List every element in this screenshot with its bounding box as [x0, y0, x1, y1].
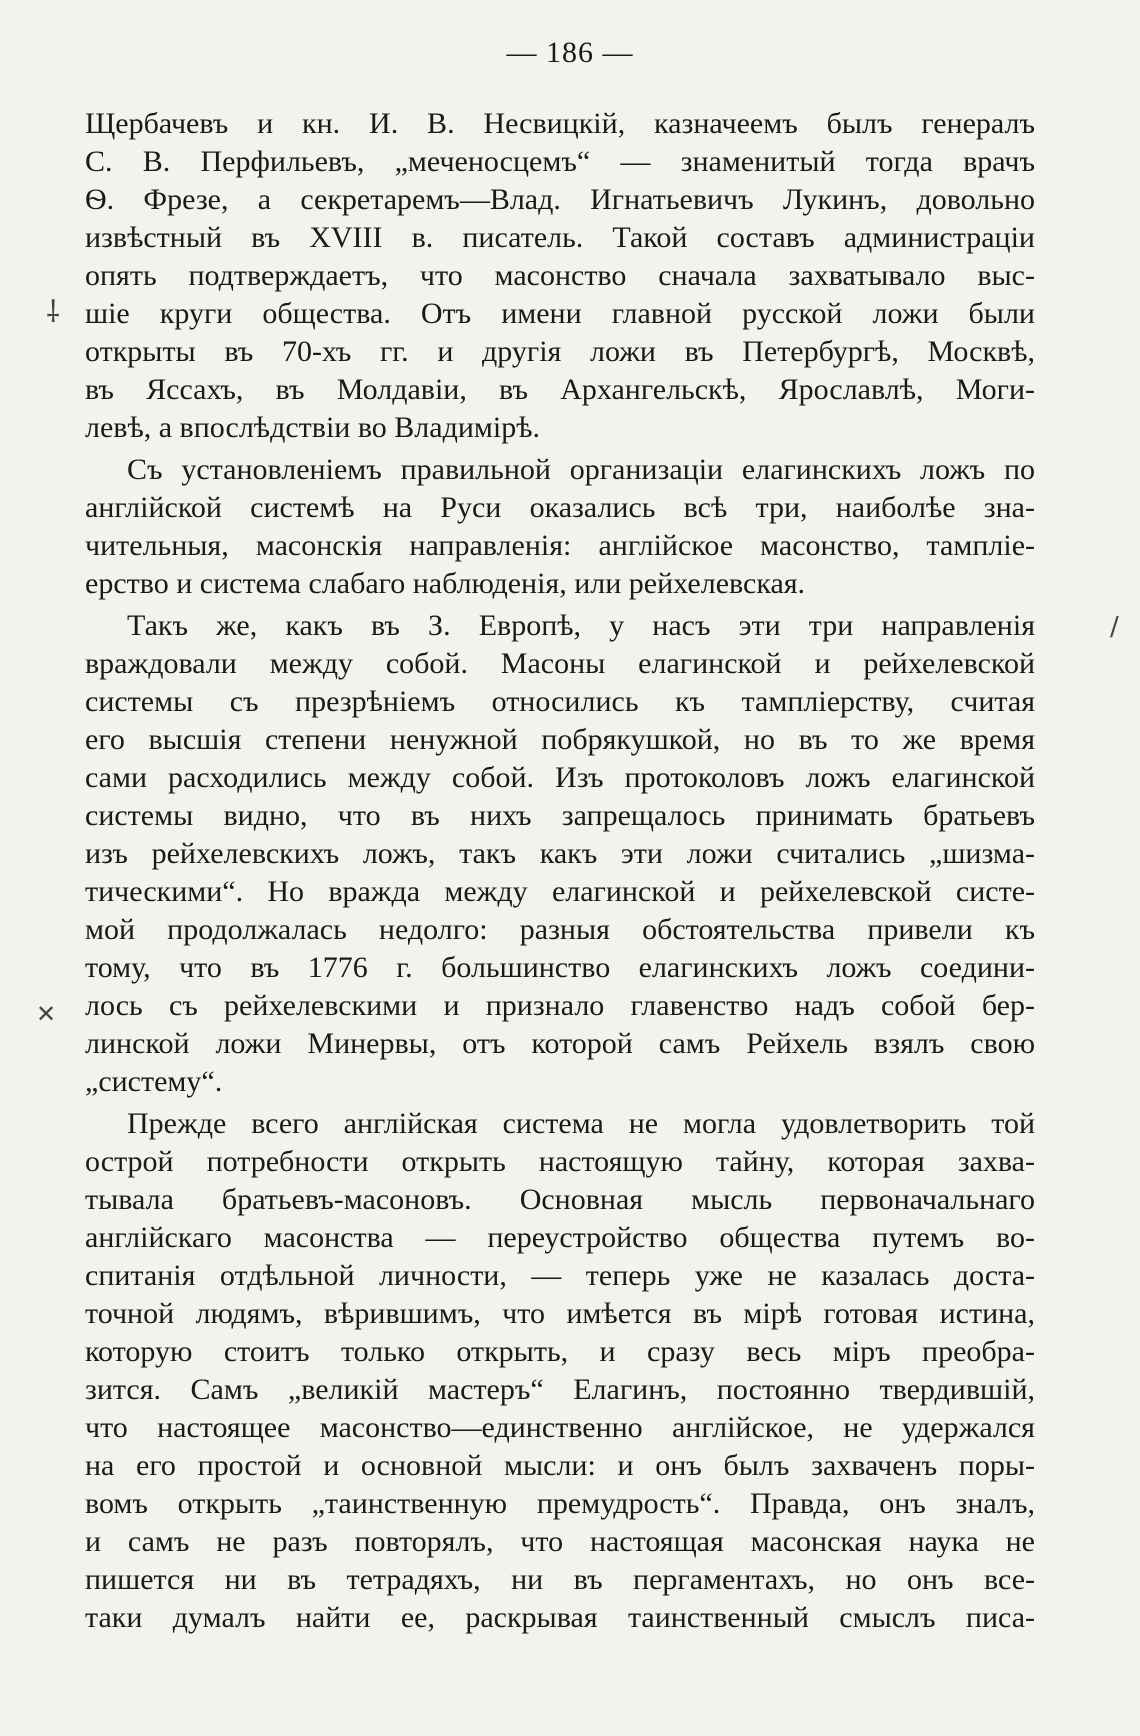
text-line: лось съ рейхелевскими и признало главенство надъ собой бер- [85, 989, 1035, 1022]
text-line: Щербачевъ и кн. И. В. Несвицкій, казначеемъ былъ генералъ [85, 107, 1035, 140]
text-line: Прежде всего англійская система не могла удовлетворить той [127, 1107, 1035, 1140]
text-line: системы видно, что въ нихъ запрещалось принимать братьевъ [85, 799, 1035, 832]
margin-mark-top: ⸸ [46, 295, 61, 330]
text-line: открыты въ 70-хъ гг. и другія ложи въ Петербургѣ, Москвѣ, [85, 335, 1035, 368]
text-line: тическими“. Но вражда между елагинской и рейхелевской систе- [85, 875, 1035, 908]
text-line: острой потребности открыть настоящую тайну, которая захва- [85, 1145, 1035, 1178]
paragraph [85, 451, 1035, 603]
text-line: мой продолжалась недолго: разныя обстоятельства привели къ [85, 913, 1035, 946]
margin-mark-right: / [1110, 612, 1119, 642]
text-line: чительныя, масонскія направленія: англійское масонство, тампліе- [85, 529, 1035, 562]
text-line: точной людямъ, вѣрившимъ, что имѣется въ мірѣ готовая истина, [85, 1297, 1035, 1330]
text-line: пишется ни въ тетрадяхъ, ни въ пергаментахъ, но онъ все- [85, 1563, 1035, 1596]
paragraph [85, 607, 1035, 1101]
text-line: опять подтверждаетъ, что масонство сначала захватывало выс- [85, 259, 1035, 292]
text-line: въ Яссахъ, въ Молдавіи, въ Архангельскѣ, Ярославлѣ, Моги- [85, 373, 1035, 406]
text-line: на его простой и основной мысли: и онъ былъ захваченъ поры- [85, 1449, 1035, 1482]
text-line: англійской системѣ на Руси оказались всѣ три, наиболѣе зна- [85, 491, 1035, 524]
text-line: таки думалъ найти ее, раскрывая таинственный смыслъ писа- [85, 1601, 1035, 1634]
text-line: извѣстный въ XVIII в. писатель. Такой составъ администраціи [85, 221, 1035, 254]
margin-mark-bottom: ✕ [36, 1000, 57, 1028]
text-line: и самъ не разъ повторялъ, что настоящая масонская наука не [85, 1525, 1035, 1558]
text-line: его высшія степени ненужной побрякушкой, но въ то же время [85, 723, 1035, 756]
text-line: шіе круги общества. Отъ имени главной русской ложи были [85, 297, 1035, 330]
text-line: которую стоитъ только открыть, и сразу весь міръ преобра- [85, 1335, 1035, 1368]
text-line: Ѳ. Фрезе, а секретаремъ—Влад. Игнатьевичъ Лукинъ, довольно [85, 183, 1035, 216]
text-line: зится. Самъ „великій мастеръ“ Елагинъ, постоянно твердившій, [85, 1373, 1035, 1406]
text-line: сами расходились между собой. Изъ протоколовъ ложъ елагинской [85, 761, 1035, 794]
text-line: враждовали между собой. Масоны елагинской и рейхелевской [85, 647, 1035, 680]
text-line: тывала братьевъ-масоновъ. Основная мысль первоначальнаго [85, 1183, 1035, 1216]
text-line: Такъ же, какъ въ З. Европѣ, у насъ эти три направленія [127, 609, 1035, 642]
paragraph [85, 105, 1035, 447]
text-line: линской ложи Минервы, отъ которой самъ Рейхель взялъ свою [85, 1027, 1035, 1060]
text-line: тому, что въ 1776 г. большинство елагинскихъ ложъ соедини- [85, 951, 1035, 984]
text-line: спитанія отдѣльной личности, — теперь уже не казалась доста- [85, 1259, 1035, 1292]
text-line: вомъ открыть „таинственную премудрость“. Правда, онъ зналъ, [85, 1487, 1035, 1520]
text-line: ерство и система слабаго наблюденія, или рейхелевская. [85, 567, 806, 600]
paragraph [85, 1105, 1035, 1637]
text-line: что настоящее масонство—единственно англійское, не удержался [85, 1411, 1035, 1444]
page-number: — 186 — [506, 36, 634, 69]
text-line: „систему“. [85, 1065, 223, 1098]
text-line: англійскаго масонства — переустройство общества путемъ во- [85, 1221, 1035, 1254]
text-line: изъ рейхелевскихъ ложъ, такъ какъ эти ложи считались „шизма- [85, 837, 1035, 870]
text-line: левѣ, а впослѣдствіи во Владимірѣ. [85, 411, 541, 444]
body-text [85, 105, 1035, 1637]
text-line: системы съ презрѣніемъ относились къ тампліерству, считая [85, 685, 1035, 718]
text-line: С. В. Перфильевъ, „меченосцемъ“ — знаменитый тогда врачъ [85, 145, 1035, 178]
text-line: Съ установленіемъ правильной организаціи елагинскихъ ложъ по [127, 453, 1035, 486]
